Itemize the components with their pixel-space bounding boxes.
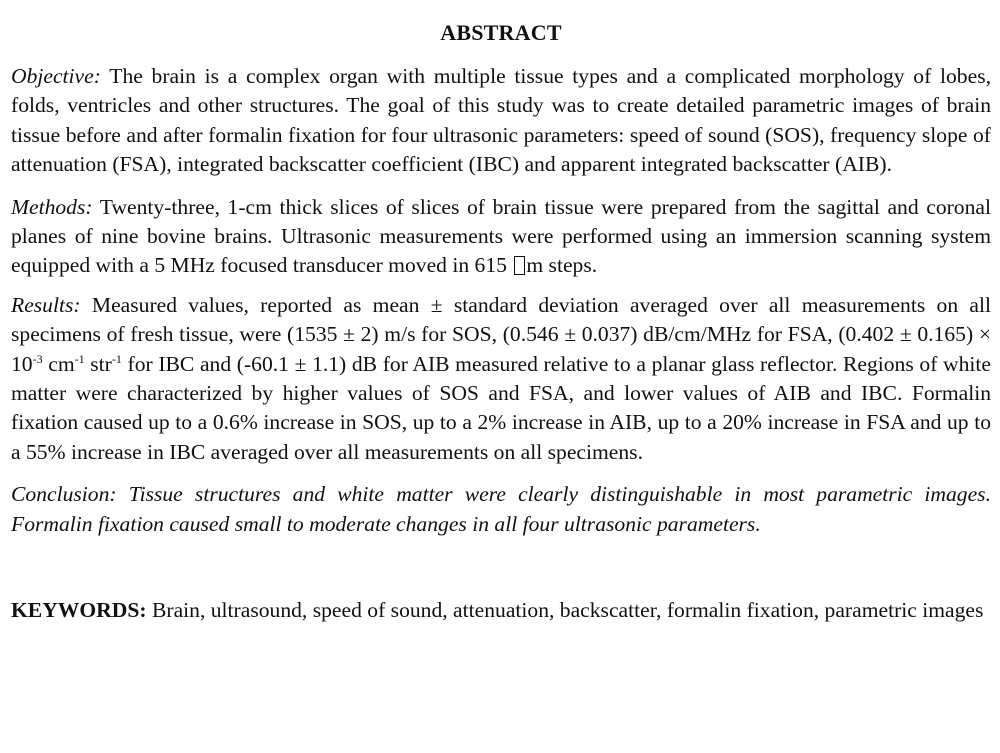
results-exponent-2: -1: [74, 351, 85, 366]
results-text-1: Measured values, reported as mean ± standard deviation averaged over all measurements on all specimens of fresh tissue, were (1535 ± 2) m/s for SOS, (0.546 ± 0.037) dB/cm/MHz for FSA, (0.402 ± 0.165) × 10: [11, 292, 991, 376]
results-text-3: str: [84, 351, 112, 376]
conclusion-paragraph: [11, 480, 991, 539]
methods-text-end: m steps.: [526, 253, 598, 278]
results-exponent-1: -3: [32, 351, 43, 366]
abstract-heading: ABSTRACT: [440, 20, 562, 45]
results-text-4: for IBC and (-60.1 ± 1.1) dB for AIB measured relative to a planar glass reflector. Regions of white matter were characterized by higher values of SOS and FSA, and lower values of AIB and IBC. Formalin fixation caused up to a 0.6% increase in SOS, up to a 2% increase in AIB, up to a 20% increase in FSA and up to a 55% increase in IBC averaged over all measurements on all specimens.: [11, 351, 991, 464]
conclusion-label: Conclusion:: [11, 482, 117, 507]
methods-paragraph: [11, 193, 991, 281]
conclusion-text: Tissue structures and white matter were clearly distinguishable in most parametric images. Formalin fixation caused small to moderate changes in all four ultrasonic parameters.: [11, 482, 991, 536]
keywords-text: Brain, ultrasound, speed of sound, attenuation, backscatter, formalin fixation, parametric images: [151, 598, 984, 623]
abstract-page: [11, 18, 991, 647]
objective-label: Objective:: [11, 64, 101, 88]
results-text-2: cm: [42, 351, 75, 376]
results-label: Results:: [11, 292, 81, 317]
methods-label: Methods:: [11, 194, 93, 219]
missing-glyph-icon: [514, 256, 525, 275]
results-paragraph: [11, 291, 991, 467]
keywords-label: KEYWORDS:: [11, 598, 147, 623]
keywords-paragraph: [11, 596, 991, 625]
objective-paragraph: [11, 62, 991, 180]
objective-text: The brain is a complex organ with multiple tissue types and a complicated morphology of lobes, folds, ventricles and other structures. The goal of this study was to create detailed parametric images of brain tissue before and after formalin fixation for four ultrasonic parameters: speed of sound (SOS), frequency slope of attenuation (FSA), integrated backscatter coefficient (IBC) and apparent integrated backscatter (AIB).: [11, 64, 991, 177]
methods-text: Twenty-three, 1-cm thick slices of slices of brain tissue were prepared from the sagittal and coronal planes of nine bovine brains. Ultrasonic measurements were performed using an immersion scanning system equipped with a 5 MHz focused transducer moved in 615: [11, 194, 991, 278]
results-exponent-3: -1: [111, 351, 122, 366]
